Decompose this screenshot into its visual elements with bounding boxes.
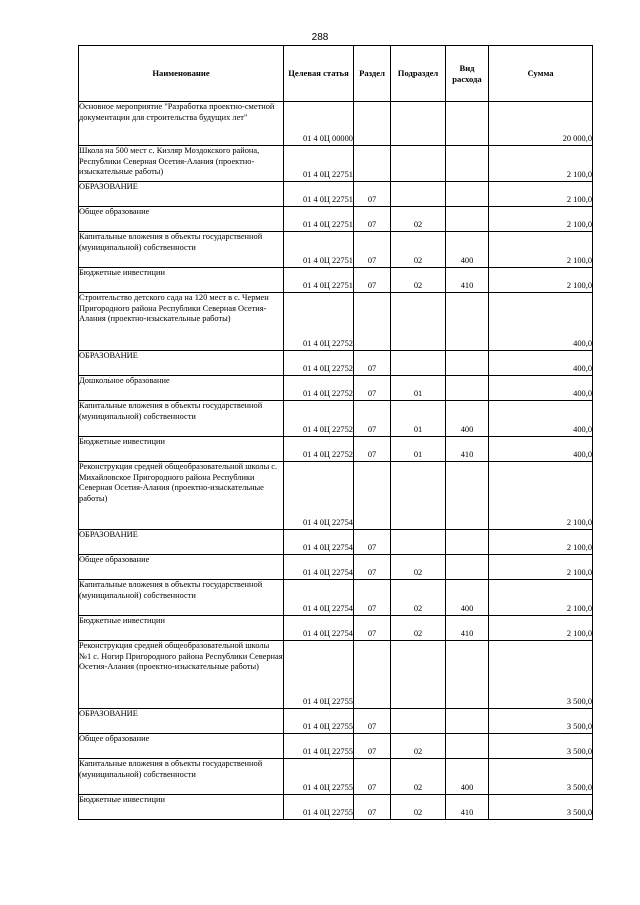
row-target-article-cell: 01 4 0Ц 22752 (284, 376, 354, 401)
table-body (79, 102, 593, 820)
row-target-article-cell: 01 4 0Ц 22755 (284, 795, 354, 820)
row-name-text: Дошкольное образование (79, 376, 170, 385)
row-amount-cell: 400,0 (489, 437, 593, 462)
table-row (79, 759, 593, 795)
budget-table (78, 45, 593, 820)
row-amount-cell: 2 100,0 (489, 462, 593, 530)
row-amount-cell: 2 100,0 (489, 555, 593, 580)
header-subsection: Подраздел (391, 46, 446, 102)
table-row (79, 293, 593, 351)
row-section-cell: 07 (354, 401, 391, 437)
row-expense-type-cell: 400 (446, 759, 489, 795)
table-row (79, 102, 593, 146)
table-row (79, 734, 593, 759)
row-name-cell (79, 616, 284, 641)
row-expense-type-cell (446, 351, 489, 376)
row-subsection-cell (391, 351, 446, 376)
row-target-article-cell: 01 4 0Ц 22751 (284, 268, 354, 293)
row-expense-type-cell: 410 (446, 616, 489, 641)
row-name-text: ОБРАЗОВАНИЕ (79, 530, 138, 539)
row-amount-cell: 400,0 (489, 351, 593, 376)
row-expense-type-cell: 400 (446, 401, 489, 437)
row-name-cell (79, 376, 284, 401)
table-row (79, 709, 593, 734)
row-target-article-cell: 01 4 0Ц 22755 (284, 734, 354, 759)
row-name-text: Бюджетные инвестиции (79, 437, 165, 446)
row-target-article-cell: 01 4 0Ц 22754 (284, 462, 354, 530)
row-amount-cell: 3 500,0 (489, 641, 593, 709)
row-subsection-cell: 02 (391, 795, 446, 820)
row-subsection-cell: 01 (391, 401, 446, 437)
header-amount: Сумма (489, 46, 593, 102)
row-amount-cell: 2 100,0 (489, 146, 593, 182)
row-name-text: Реконструкция средней общеобразовательной школы №1 с. Ногир Пригородного района Республики Северная Осетия-Алания (проектно-изыскательные работы) (79, 641, 283, 672)
row-target-article-cell: 01 4 0Ц 22751 (284, 207, 354, 232)
row-name-text: Бюджетные инвестиции (79, 795, 165, 804)
row-section-cell: 07 (354, 351, 391, 376)
row-target-article-cell: 01 4 0Ц 22755 (284, 641, 354, 709)
row-name-cell (79, 641, 284, 709)
row-section-cell (354, 146, 391, 182)
row-section-cell (354, 462, 391, 530)
row-amount-cell: 2 100,0 (489, 616, 593, 641)
row-section-cell (354, 641, 391, 709)
row-subsection-cell: 02 (391, 734, 446, 759)
row-subsection-cell (391, 641, 446, 709)
row-expense-type-cell (446, 376, 489, 401)
row-section-cell: 07 (354, 376, 391, 401)
table-row (79, 555, 593, 580)
row-amount-cell: 2 100,0 (489, 182, 593, 207)
row-name-cell (79, 580, 284, 616)
row-section-cell (354, 293, 391, 351)
table-row (79, 641, 593, 709)
row-expense-type-cell (446, 146, 489, 182)
row-name-text: Школа на 500 мест с. Кизляр Моздокского района, Республики Северная Осетия-Алания (проектно-изыскательные работы) (79, 146, 260, 177)
row-amount-cell: 3 500,0 (489, 795, 593, 820)
row-name-cell (79, 102, 284, 146)
row-name-text: Капитальные вложения в объекты государственной (муниципальной) собственности (79, 232, 263, 252)
page-number: 288 (311, 32, 329, 43)
header-name: Наименование (79, 46, 284, 102)
row-name-cell (79, 734, 284, 759)
row-expense-type-cell (446, 641, 489, 709)
row-target-article-cell: 01 4 0Ц 22751 (284, 146, 354, 182)
row-subsection-cell: 01 (391, 376, 446, 401)
header-section: Раздел (354, 46, 391, 102)
row-amount-cell: 2 100,0 (489, 268, 593, 293)
row-amount-cell: 400,0 (489, 293, 593, 351)
row-amount-cell: 3 500,0 (489, 759, 593, 795)
row-name-text: Основное мероприятие "Разработка проектно-сметной документации для строительства будущих лет" (79, 102, 275, 122)
row-name-cell (79, 146, 284, 182)
table-row (79, 437, 593, 462)
row-expense-type-cell (446, 462, 489, 530)
row-section-cell: 07 (354, 580, 391, 616)
table-row (79, 207, 593, 232)
row-target-article-cell: 01 4 0Ц 22751 (284, 232, 354, 268)
row-target-article-cell: 01 4 0Ц 22754 (284, 530, 354, 555)
table-row (79, 530, 593, 555)
row-name-text: Строительство детского сада на 120 мест в с. Чермен Пригородного района Республики Северная Осетия-Алания (проектно-изыскательные работы) (79, 293, 269, 324)
row-target-article-cell: 01 4 0Ц 22751 (284, 182, 354, 207)
table-row (79, 401, 593, 437)
row-expense-type-cell: 410 (446, 795, 489, 820)
row-name-text: ОБРАЗОВАНИЕ (79, 351, 138, 360)
row-section-cell: 07 (354, 555, 391, 580)
row-subsection-cell (391, 182, 446, 207)
row-section-cell (354, 102, 391, 146)
row-subsection-cell: 02 (391, 268, 446, 293)
table-row (79, 795, 593, 820)
row-expense-type-cell (446, 555, 489, 580)
row-name-cell (79, 351, 284, 376)
row-name-cell (79, 759, 284, 795)
row-subsection-cell (391, 102, 446, 146)
row-section-cell: 07 (354, 616, 391, 641)
row-amount-cell: 2 100,0 (489, 232, 593, 268)
row-target-article-cell: 01 4 0Ц 22752 (284, 293, 354, 351)
row-name-text: Реконструкция средней общеобразовательной школы с. Михайловское Пригородного района Республики Северная Осетия-Алания (проектно-изыскательные работы) (79, 462, 278, 503)
row-name-cell (79, 709, 284, 734)
row-subsection-cell: 02 (391, 232, 446, 268)
row-name-text: Общее образование (79, 207, 150, 216)
row-name-cell (79, 293, 284, 351)
row-subsection-cell (391, 709, 446, 734)
row-subsection-cell (391, 146, 446, 182)
row-subsection-cell: 02 (391, 580, 446, 616)
row-amount-cell: 400,0 (489, 401, 593, 437)
row-subsection-cell: 02 (391, 759, 446, 795)
row-expense-type-cell (446, 709, 489, 734)
table-row (79, 268, 593, 293)
row-section-cell: 07 (354, 437, 391, 462)
row-name-text: Бюджетные инвестиции (79, 616, 165, 625)
row-target-article-cell: 01 4 0Ц 22752 (284, 437, 354, 462)
row-name-cell (79, 530, 284, 555)
row-target-article-cell: 01 4 0Ц 22755 (284, 759, 354, 795)
row-expense-type-cell (446, 293, 489, 351)
row-name-cell (79, 182, 284, 207)
table-row (79, 232, 593, 268)
row-section-cell: 07 (354, 530, 391, 555)
row-amount-cell: 2 100,0 (489, 580, 593, 616)
table-row (79, 351, 593, 376)
row-expense-type-cell: 400 (446, 580, 489, 616)
row-subsection-cell (391, 293, 446, 351)
row-subsection-cell: 02 (391, 555, 446, 580)
row-expense-type-cell (446, 530, 489, 555)
table-header (79, 46, 593, 102)
row-name-cell (79, 401, 284, 437)
table-row (79, 462, 593, 530)
row-name-cell (79, 268, 284, 293)
row-target-article-cell: 01 4 0Ц 22752 (284, 401, 354, 437)
header-target-article: Целевая статья (284, 46, 354, 102)
row-name-text: Капитальные вложения в объекты государственной (муниципальной) собственности (79, 401, 263, 421)
row-section-cell: 07 (354, 232, 391, 268)
row-amount-cell: 3 500,0 (489, 709, 593, 734)
row-name-cell (79, 207, 284, 232)
row-subsection-cell: 01 (391, 437, 446, 462)
row-name-text: Общее образование (79, 555, 150, 564)
row-amount-cell: 2 100,0 (489, 207, 593, 232)
row-name-cell (79, 232, 284, 268)
row-section-cell: 07 (354, 182, 391, 207)
header-row (79, 46, 593, 102)
row-name-text: Бюджетные инвестиции (79, 268, 165, 277)
row-expense-type-cell: 410 (446, 437, 489, 462)
row-name-cell (79, 462, 284, 530)
row-name-cell (79, 795, 284, 820)
row-section-cell: 07 (354, 734, 391, 759)
row-expense-type-cell: 400 (446, 232, 489, 268)
row-name-cell (79, 555, 284, 580)
row-amount-cell: 400,0 (489, 376, 593, 401)
row-name-text: Капитальные вложения в объекты государственной (муниципальной) собственности (79, 759, 263, 779)
row-expense-type-cell: 410 (446, 268, 489, 293)
row-subsection-cell (391, 530, 446, 555)
row-name-text: Капитальные вложения в объекты государственной (муниципальной) собственности (79, 580, 263, 600)
row-expense-type-cell (446, 207, 489, 232)
row-section-cell: 07 (354, 709, 391, 734)
table-row (79, 376, 593, 401)
table-row (79, 580, 593, 616)
row-subsection-cell: 02 (391, 616, 446, 641)
row-target-article-cell: 01 4 0Ц 22755 (284, 709, 354, 734)
row-target-article-cell: 01 4 0Ц 22752 (284, 351, 354, 376)
row-amount-cell: 3 500,0 (489, 734, 593, 759)
row-target-article-cell: 01 4 0Ц 00000 (284, 102, 354, 146)
row-name-text: Общее образование (79, 734, 150, 743)
row-target-article-cell: 01 4 0Ц 22754 (284, 580, 354, 616)
row-section-cell: 07 (354, 759, 391, 795)
row-subsection-cell (391, 462, 446, 530)
table-row (79, 616, 593, 641)
row-section-cell: 07 (354, 795, 391, 820)
row-target-article-cell: 01 4 0Ц 22754 (284, 555, 354, 580)
header-expense-type: Вид расхода (446, 46, 489, 102)
row-target-article-cell: 01 4 0Ц 22754 (284, 616, 354, 641)
row-section-cell: 07 (354, 268, 391, 293)
row-amount-cell: 20 000,0 (489, 102, 593, 146)
row-name-text: ОБРАЗОВАНИЕ (79, 182, 138, 191)
row-expense-type-cell (446, 102, 489, 146)
row-name-cell (79, 437, 284, 462)
table-row (79, 182, 593, 207)
row-section-cell: 07 (354, 207, 391, 232)
row-name-text: ОБРАЗОВАНИЕ (79, 709, 138, 718)
table-row (79, 146, 593, 182)
row-expense-type-cell (446, 734, 489, 759)
row-amount-cell: 2 100,0 (489, 530, 593, 555)
row-subsection-cell: 02 (391, 207, 446, 232)
row-expense-type-cell (446, 182, 489, 207)
